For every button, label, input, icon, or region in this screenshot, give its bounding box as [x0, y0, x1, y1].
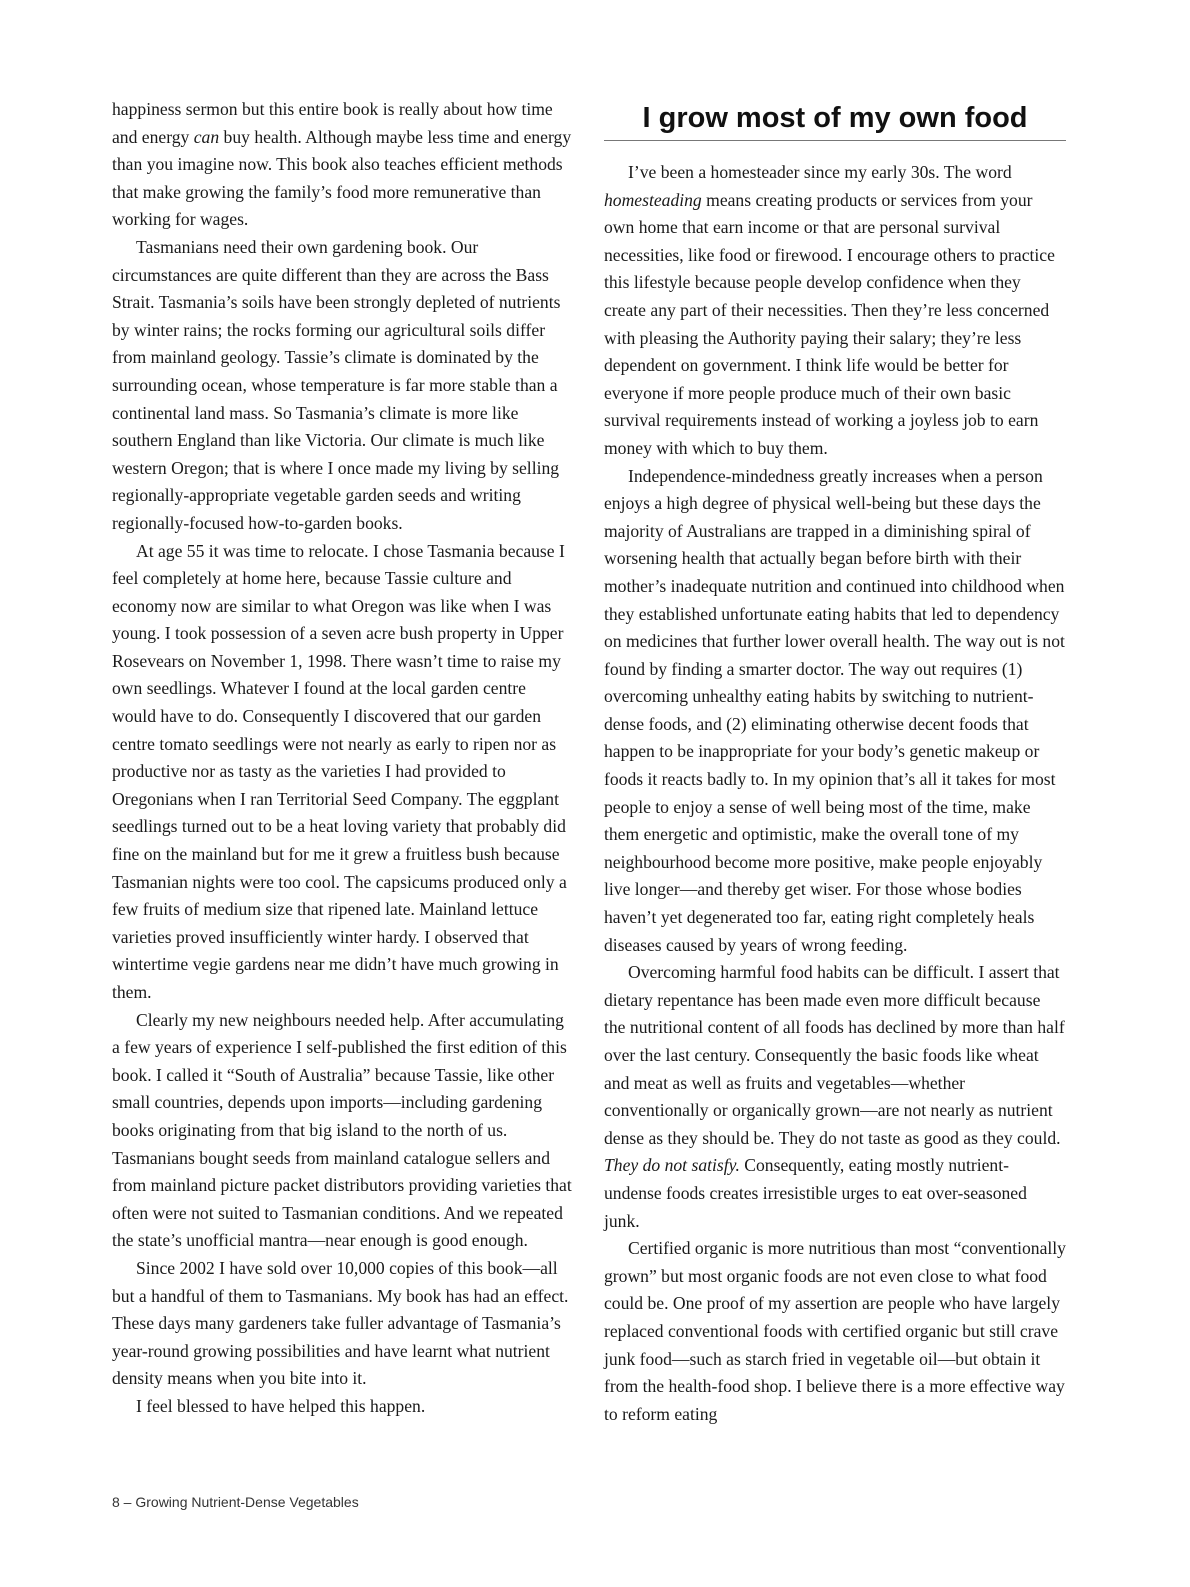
page-footer: 8 – Growing Nutrient-Dense Vegetables [112, 1494, 359, 1510]
body-paragraph: At age 55 it was time to relocate. I chose Tasmania because I feel completely at home here, because Tassie culture and economy now are similar to what Oregon was like when I was young. I took possession of a seven acre bush property in Upper Rosevears on November 1, 1998. There wasn’t time to raise my own seedlings. Whatever I found at the local garden centre would have to do. Consequently I discovered that our garden centre tomato seedlings were not nearly as early to ripen nor as productive nor as tasty as the varieties I had provided to Oregonians when I ran Territorial Seed Company. The eggplant seedlings turned out to be a heat loving variety that probably did fine on the mainland but for me it grew a fruitless bush because Tasmanian nights were too cool. The capsicums produced only a few fruits of medium size that ripened late. Mainland lettuce varieties proved insufficiently winter hardy. I observed that wintertime vegie gardens near me didn’t have much growing in them. [112, 540, 567, 1002]
section-body [604, 159, 1066, 1428]
section-heading: I grow most of my own food [604, 98, 1066, 141]
body-paragraph: Tasmanians need their own gardening book. Our circumstances are quite different than they are across the Bass Strait. Tasmania’s soils have been strongly depleted of nutrients by winter rains; the rocks forming our agricultural soils differ from mainland geology. Tassie’s climate is dominated by the surrounding ocean, whose temperature is far more stable than a continental land mass. So Tasmania’s climate is more like southern England than like Victoria. Our climate is much like western Oregon; that is where I once made my living by selling regionally-appropriate vegetable garden seeds and writing regionally-focused how-to-garden books. [112, 236, 561, 533]
body-paragraph: I’ve been a homesteader since my early 30s. The word homesteading means creating products or services from your own home that earn income or that are personal survival necessities, like food or firewood. I encourage others to practice this lifestyle because people develop confidence when they create any part of their necessities. Then they’re less concerned with pleasing the Authority paying their salary; they’re less dependent on government. I think life would be better for everyone if more people produce much of their own basic survival requirements instead of working a joyless job to earn money with which to buy them. [604, 162, 1055, 458]
body-paragraph: Since 2002 I have sold over 10,000 copies of this book—all but a handful of them to Tasmanians. My book has had an effect. These days many gardeners take fuller advantage of Tasmania’s year-round growing possibilities and have learnt what nutrient density means when you bite into it. [112, 1257, 569, 1389]
right-column [604, 96, 1066, 1428]
body-paragraph: happiness sermon but this entire book is really about how time and energy can buy health. Although maybe less time and energy than you imagine now. This book also teaches efficient methods that make growing the family’s food more remunerative than working for wages. [112, 99, 572, 230]
left-column [112, 96, 574, 1421]
body-paragraph: I feel blessed to have helped this happen. [136, 1395, 426, 1416]
body-paragraph: Clearly my new neighbours needed help. After accumulating a few years of experience I self-published the first edition of this book. I called it “South of Australia” because Tassie, like other small countries, depends upon imports—including gardening books originating from that big island to the north of us. Tasmanians bought seeds from mainland catalogue sellers and from mainland picture packet distributors providing varieties that often were not suited to Tasmanian conditions. And we repeated the state’s unofficial mantra—near enough is good enough. [112, 1009, 572, 1251]
body-paragraph: Overcoming harmful food habits can be difficult. I assert that dietary repentance has been made even more difficult because the nutritional content of all foods has declined by more than half over the last century. Consequently the basic foods like wheat and meat as well as fruits and vegetables—whether conventionally or organically grown—are not nearly as nutrient dense as they should be. They do not taste as good as they could. They do not satisfy. Consequently, eating mostly nutrient-undense foods creates irresistible urges to eat over-seasoned junk. [604, 962, 1065, 1231]
body-paragraph: Certified organic is more nutritious than most “conventionally grown” but most organic foods are not even close to what food could be. One proof of my assertion are people who have largely replaced conventional foods with certified organic but still crave junk food—such as starch fried in vegetable oil—but obtain it from the health-food shop. I believe there is a more effective way to reform eating [604, 1238, 1066, 1424]
body-paragraph: Independence-mindedness greatly increases when a person enjoys a high degree of physical well-being but these days the majority of Australians are trapped in a diminishing spiral of worsening health that actually began before birth with their mother’s inadequate nutrition and continued into childhood when they established unfortunate eating habits that led to dependency on medicines that further lower overall health. The way out is not found by finding a smarter doctor. The way out requires (1) overcoming unhealthy eating habits by switching to nutrient-dense foods, and (2) eliminating otherwise decent foods that happen to be inappropriate for your body’s genetic makeup or foods it reacts badly to. In my opinion that’s all it takes for most people to enjoy a sense of well being most of the time, make them energetic and optimistic, make the overall tone of my neighbourhood become more positive, make people enjoyably live longer—and thereby get wiser. For those whose bodies haven’t yet degenerated too far, eating right completely heals diseases caused by years of wrong feeding. [604, 465, 1065, 955]
